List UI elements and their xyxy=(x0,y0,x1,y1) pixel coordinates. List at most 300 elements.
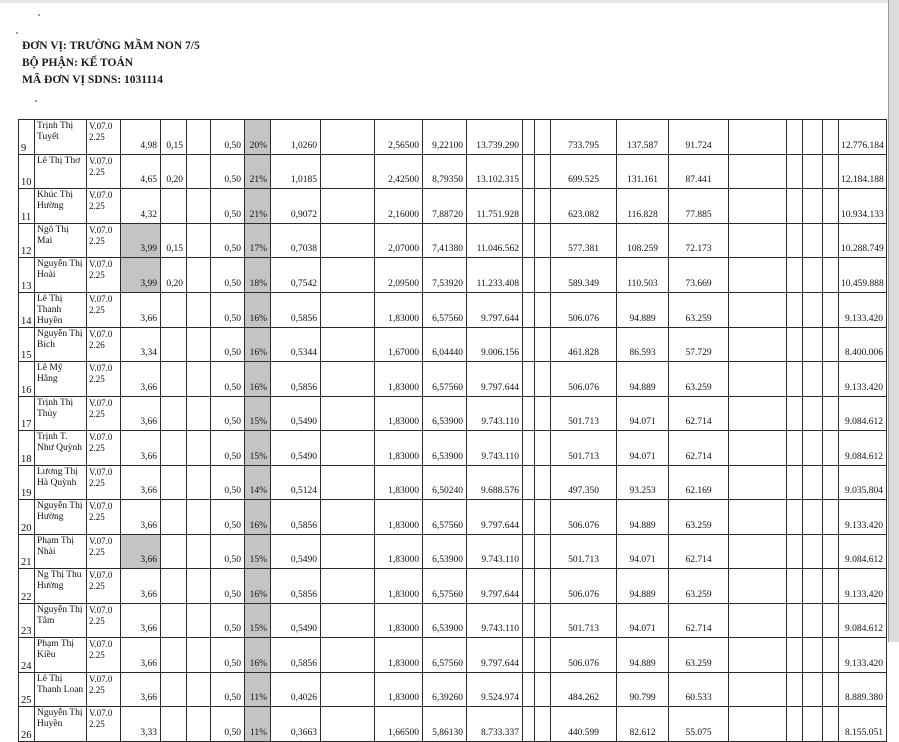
net-amount-cell: 9.084.612 xyxy=(839,396,887,431)
seniority-percent-cell: 14% xyxy=(245,465,271,500)
table-row xyxy=(19,154,887,189)
empty-cell xyxy=(787,292,803,327)
seniority-percent-cell: 21% xyxy=(245,154,271,189)
preferential-allowance-cell: 1,83000 xyxy=(375,603,423,638)
empty-cell xyxy=(187,465,211,500)
health-insurance-cell: 137.587 xyxy=(617,120,669,155)
responsibility-allowance-cell: 0,50 xyxy=(211,362,245,397)
rank-code-cell: V.07.0 2.25 xyxy=(87,154,121,189)
allowance-coefficient-cell xyxy=(161,292,187,327)
salary-coefficient-cell: 3,34 xyxy=(121,327,161,362)
empty-cell xyxy=(535,534,551,569)
social-insurance-cell: 506.076 xyxy=(551,638,617,673)
unemployment-insurance-cell: 77.885 xyxy=(669,189,729,224)
table-row xyxy=(19,707,887,742)
empty-cell xyxy=(523,603,535,638)
social-insurance-cell: 484.262 xyxy=(551,672,617,707)
seniority-percent-cell: 20% xyxy=(245,120,271,155)
social-insurance-cell: 501.713 xyxy=(551,396,617,431)
net-amount-cell: 8.155.051 xyxy=(839,707,887,742)
seniority-allowance-cell: 0,5856 xyxy=(271,292,321,327)
unemployment-insurance-cell: 62.714 xyxy=(669,603,729,638)
empty-cell xyxy=(803,431,823,466)
table-row xyxy=(19,534,887,569)
allowance-coefficient-cell xyxy=(161,569,187,604)
empty-cell xyxy=(523,120,535,155)
net-amount-cell: 8.400.006 xyxy=(839,327,887,362)
empty-cell xyxy=(187,327,211,362)
preferential-allowance-cell: 2,07000 xyxy=(375,223,423,258)
total-amount-cell: 11.233.408 xyxy=(467,258,523,293)
net-amount-cell: 9.133.420 xyxy=(839,500,887,535)
social-insurance-cell: 501.713 xyxy=(551,534,617,569)
salary-coefficient-cell: 3,66 xyxy=(121,569,161,604)
employee-name-cell: Nguyễn Thị Bích xyxy=(35,327,87,362)
empty-cell xyxy=(321,465,375,500)
unemployment-insurance-cell: 55.075 xyxy=(669,707,729,742)
responsibility-allowance-cell: 0,50 xyxy=(211,120,245,155)
payroll-table xyxy=(18,119,887,742)
empty-cell xyxy=(523,569,535,604)
seniority-percent-cell: 15% xyxy=(245,603,271,638)
net-amount-cell: 9.084.612 xyxy=(839,534,887,569)
empty-cell xyxy=(823,603,839,638)
rank-code-cell: V.07.0 2.25 xyxy=(87,362,121,397)
salary-coefficient-cell: 3,66 xyxy=(121,672,161,707)
allowance-coefficient-cell: 0,15 xyxy=(161,120,187,155)
net-amount-cell: 9.133.420 xyxy=(839,292,887,327)
row-number-cell: 20 xyxy=(19,500,35,535)
row-number-cell: 23 xyxy=(19,603,35,638)
scan-speck xyxy=(16,32,18,34)
salary-coefficient-cell: 3,66 xyxy=(121,500,161,535)
empty-cell xyxy=(729,362,787,397)
seniority-allowance-cell: 0,5490 xyxy=(271,431,321,466)
empty-cell xyxy=(187,120,211,155)
social-insurance-cell: 506.076 xyxy=(551,569,617,604)
empty-cell xyxy=(535,292,551,327)
rank-code-cell: V.07.0 2.25 xyxy=(87,500,121,535)
empty-cell xyxy=(187,154,211,189)
seniority-percent-cell: 16% xyxy=(245,362,271,397)
rank-code-cell: V.07.0 2.25 xyxy=(87,707,121,742)
health-insurance-cell: 94.889 xyxy=(617,362,669,397)
total-amount-cell: 9.797.644 xyxy=(467,292,523,327)
seniority-percent-cell: 21% xyxy=(245,189,271,224)
empty-cell xyxy=(321,189,375,224)
health-insurance-cell: 94.889 xyxy=(617,292,669,327)
empty-cell xyxy=(787,569,803,604)
total-amount-cell: 9.743.110 xyxy=(467,396,523,431)
seniority-percent-cell: 16% xyxy=(245,292,271,327)
salary-coefficient-cell: 3,66 xyxy=(121,465,161,500)
rank-code-cell: V.07.0 2.25 xyxy=(87,292,121,327)
total-coefficient-cell: 8,79350 xyxy=(423,154,467,189)
table-row xyxy=(19,465,887,500)
empty-cell xyxy=(523,500,535,535)
empty-cell xyxy=(187,569,211,604)
table-row xyxy=(19,396,887,431)
empty-cell xyxy=(729,569,787,604)
net-amount-cell: 10.459.888 xyxy=(839,258,887,293)
empty-cell xyxy=(823,465,839,500)
employee-name-cell: Nguyễn Thị Hoài xyxy=(35,258,87,293)
empty-cell xyxy=(523,362,535,397)
row-number-cell: 9 xyxy=(19,120,35,155)
empty-cell xyxy=(523,638,535,673)
scan-speck xyxy=(38,14,40,16)
seniority-allowance-cell: 0,5124 xyxy=(271,465,321,500)
row-number-cell: 21 xyxy=(19,534,35,569)
empty-cell xyxy=(523,154,535,189)
total-coefficient-cell: 6,57560 xyxy=(423,500,467,535)
empty-cell xyxy=(787,603,803,638)
employee-name-cell: Lê Thị Thơ xyxy=(35,154,87,189)
empty-cell xyxy=(187,534,211,569)
total-amount-cell: 9.797.644 xyxy=(467,638,523,673)
employee-name-cell: Trịnh Thị Thủy xyxy=(35,396,87,431)
total-amount-cell: 9.743.110 xyxy=(467,431,523,466)
scan-speck xyxy=(35,100,37,102)
empty-cell xyxy=(823,569,839,604)
social-insurance-cell: 577.381 xyxy=(551,223,617,258)
seniority-allowance-cell: 0,9072 xyxy=(271,189,321,224)
empty-cell xyxy=(823,534,839,569)
empty-cell xyxy=(321,258,375,293)
total-amount-cell: 9.797.644 xyxy=(467,500,523,535)
seniority-percent-cell: 11% xyxy=(245,707,271,742)
table-row xyxy=(19,223,887,258)
row-number-cell: 16 xyxy=(19,362,35,397)
net-amount-cell: 8.889.380 xyxy=(839,672,887,707)
empty-cell xyxy=(187,223,211,258)
total-coefficient-cell: 6,53900 xyxy=(423,603,467,638)
empty-cell xyxy=(787,500,803,535)
empty-cell xyxy=(729,292,787,327)
table-row xyxy=(19,258,887,293)
empty-cell xyxy=(803,638,823,673)
responsibility-allowance-cell: 0,50 xyxy=(211,569,245,604)
empty-cell xyxy=(321,672,375,707)
table-row xyxy=(19,603,887,638)
table-row xyxy=(19,569,887,604)
empty-cell xyxy=(823,292,839,327)
empty-cell xyxy=(523,292,535,327)
responsibility-allowance-cell: 0,50 xyxy=(211,327,245,362)
preferential-allowance-cell: 1,83000 xyxy=(375,500,423,535)
empty-cell xyxy=(803,672,823,707)
document-header xyxy=(22,38,200,89)
health-insurance-cell: 94.889 xyxy=(617,569,669,604)
unemployment-insurance-cell: 63.259 xyxy=(669,500,729,535)
allowance-coefficient-cell xyxy=(161,672,187,707)
seniority-allowance-cell: 0,5490 xyxy=(271,603,321,638)
total-amount-cell: 9.743.110 xyxy=(467,603,523,638)
total-amount-cell: 9.524.974 xyxy=(467,672,523,707)
total-coefficient-cell: 5,86130 xyxy=(423,707,467,742)
seniority-percent-cell: 15% xyxy=(245,431,271,466)
row-number-cell: 24 xyxy=(19,638,35,673)
social-insurance-cell: 623.082 xyxy=(551,189,617,224)
salary-coefficient-cell: 4,65 xyxy=(121,154,161,189)
empty-cell xyxy=(523,534,535,569)
health-insurance-cell: 93.253 xyxy=(617,465,669,500)
rank-code-cell: V.07.0 2.26 xyxy=(87,327,121,362)
empty-cell xyxy=(787,465,803,500)
empty-cell xyxy=(187,292,211,327)
total-coefficient-cell: 6,57560 xyxy=(423,638,467,673)
scan-right-edge xyxy=(889,0,899,642)
preferential-allowance-cell: 1,67000 xyxy=(375,327,423,362)
empty-cell xyxy=(729,465,787,500)
empty-cell xyxy=(729,672,787,707)
empty-cell xyxy=(187,638,211,673)
empty-cell xyxy=(187,396,211,431)
payroll-table-body xyxy=(19,120,887,742)
row-number-cell: 15 xyxy=(19,327,35,362)
empty-cell xyxy=(803,500,823,535)
net-amount-cell: 12.184.188 xyxy=(839,154,887,189)
row-number-cell: 17 xyxy=(19,396,35,431)
social-insurance-cell: 589.349 xyxy=(551,258,617,293)
rank-code-cell: V.07.0 2.25 xyxy=(87,431,121,466)
employee-name-cell: Lương Thị Hà Quỳnh xyxy=(35,465,87,500)
preferential-allowance-cell: 1,83000 xyxy=(375,534,423,569)
allowance-coefficient-cell xyxy=(161,396,187,431)
empty-cell xyxy=(535,672,551,707)
preferential-allowance-cell: 1,83000 xyxy=(375,362,423,397)
empty-cell xyxy=(321,707,375,742)
salary-coefficient-cell: 3,66 xyxy=(121,396,161,431)
empty-cell xyxy=(187,603,211,638)
empty-cell xyxy=(187,500,211,535)
responsibility-allowance-cell: 0,50 xyxy=(211,465,245,500)
empty-cell xyxy=(803,258,823,293)
empty-cell xyxy=(823,223,839,258)
net-amount-cell: 10.934.133 xyxy=(839,189,887,224)
budget-unit-code: MÃ ĐƠN VỊ SDNS: 1031114 xyxy=(22,74,163,86)
department-name: BỘ PHẬN: KẾ TOÁN xyxy=(22,57,134,69)
salary-coefficient-cell: 4,32 xyxy=(121,189,161,224)
health-insurance-cell: 94.071 xyxy=(617,431,669,466)
empty-cell xyxy=(729,500,787,535)
allowance-coefficient-cell xyxy=(161,638,187,673)
allowance-coefficient-cell xyxy=(161,362,187,397)
responsibility-allowance-cell: 0,50 xyxy=(211,672,245,707)
employee-name-cell: Trịnh Thị Tuyết xyxy=(35,120,87,155)
preferential-allowance-cell: 1,83000 xyxy=(375,638,423,673)
net-amount-cell: 9.084.612 xyxy=(839,603,887,638)
table-row xyxy=(19,672,887,707)
rank-code-cell: V.07.0 2.25 xyxy=(87,223,121,258)
empty-cell xyxy=(823,672,839,707)
allowance-coefficient-cell xyxy=(161,465,187,500)
empty-cell xyxy=(823,638,839,673)
empty-cell xyxy=(803,292,823,327)
employee-name-cell: Nguyễn Thị Huyền xyxy=(35,707,87,742)
unemployment-insurance-cell: 63.259 xyxy=(669,292,729,327)
preferential-allowance-cell: 1,83000 xyxy=(375,431,423,466)
empty-cell xyxy=(535,154,551,189)
responsibility-allowance-cell: 0,50 xyxy=(211,534,245,569)
net-amount-cell: 12.776.184 xyxy=(839,120,887,155)
seniority-allowance-cell: 0,7038 xyxy=(271,223,321,258)
empty-cell xyxy=(823,707,839,742)
empty-cell xyxy=(787,396,803,431)
responsibility-allowance-cell: 0,50 xyxy=(211,431,245,466)
row-number-cell: 25 xyxy=(19,672,35,707)
scan-top-edge xyxy=(0,0,899,3)
net-amount-cell: 10.288.749 xyxy=(839,223,887,258)
employee-name-cell: Ng Thị Thu Hường xyxy=(35,569,87,604)
unemployment-insurance-cell: 73.669 xyxy=(669,258,729,293)
empty-cell xyxy=(823,189,839,224)
social-insurance-cell: 497.350 xyxy=(551,465,617,500)
employee-name-cell: Khúc Thị Hường xyxy=(35,189,87,224)
row-number-cell: 22 xyxy=(19,569,35,604)
seniority-percent-cell: 16% xyxy=(245,569,271,604)
salary-coefficient-cell: 4,98 xyxy=(121,120,161,155)
empty-cell xyxy=(535,223,551,258)
empty-cell xyxy=(729,638,787,673)
empty-cell xyxy=(523,223,535,258)
allowance-coefficient-cell xyxy=(161,431,187,466)
social-insurance-cell: 506.076 xyxy=(551,500,617,535)
empty-cell xyxy=(729,154,787,189)
salary-coefficient-cell: 3,66 xyxy=(121,603,161,638)
empty-cell xyxy=(535,465,551,500)
rank-code-cell: V.07.0 2.25 xyxy=(87,258,121,293)
seniority-percent-cell: 16% xyxy=(245,327,271,362)
empty-cell xyxy=(787,189,803,224)
empty-cell xyxy=(523,672,535,707)
empty-cell xyxy=(803,327,823,362)
responsibility-allowance-cell: 0,50 xyxy=(211,258,245,293)
empty-cell xyxy=(729,120,787,155)
empty-cell xyxy=(187,189,211,224)
empty-cell xyxy=(729,603,787,638)
empty-cell xyxy=(535,500,551,535)
empty-cell xyxy=(787,120,803,155)
empty-cell xyxy=(523,189,535,224)
rank-code-cell: V.07.0 2.25 xyxy=(87,189,121,224)
empty-cell xyxy=(187,258,211,293)
empty-cell xyxy=(523,465,535,500)
row-number-cell: 18 xyxy=(19,431,35,466)
total-amount-cell: 9.797.644 xyxy=(467,362,523,397)
empty-cell xyxy=(823,258,839,293)
preferential-allowance-cell: 1,83000 xyxy=(375,569,423,604)
empty-cell xyxy=(729,431,787,466)
preferential-allowance-cell: 2,42500 xyxy=(375,154,423,189)
empty-cell xyxy=(187,707,211,742)
empty-cell xyxy=(787,534,803,569)
health-insurance-cell: 94.071 xyxy=(617,396,669,431)
empty-cell xyxy=(803,569,823,604)
empty-cell xyxy=(787,672,803,707)
row-number-cell: 14 xyxy=(19,292,35,327)
allowance-coefficient-cell xyxy=(161,707,187,742)
total-coefficient-cell: 6,57560 xyxy=(423,362,467,397)
table-row xyxy=(19,500,887,535)
empty-cell xyxy=(523,431,535,466)
social-insurance-cell: 440.599 xyxy=(551,707,617,742)
salary-coefficient-cell: 3,66 xyxy=(121,292,161,327)
empty-cell xyxy=(535,396,551,431)
rank-code-cell: V.07.0 2.25 xyxy=(87,396,121,431)
seniority-allowance-cell: 0,7542 xyxy=(271,258,321,293)
empty-cell xyxy=(803,154,823,189)
empty-cell xyxy=(535,120,551,155)
row-number-cell: 12 xyxy=(19,223,35,258)
unit-name: ĐƠN VỊ: TRƯỜNG MẦM NON 7/5 xyxy=(22,40,200,52)
net-amount-cell: 9.084.612 xyxy=(839,431,887,466)
preferential-allowance-cell: 1,83000 xyxy=(375,672,423,707)
empty-cell xyxy=(803,465,823,500)
empty-cell xyxy=(535,638,551,673)
health-insurance-cell: 94.071 xyxy=(617,534,669,569)
total-coefficient-cell: 6,50240 xyxy=(423,465,467,500)
preferential-allowance-cell: 1,66500 xyxy=(375,707,423,742)
seniority-allowance-cell: 0,5856 xyxy=(271,362,321,397)
unemployment-insurance-cell: 62.714 xyxy=(669,396,729,431)
unemployment-insurance-cell: 63.259 xyxy=(669,569,729,604)
health-insurance-cell: 108.259 xyxy=(617,223,669,258)
seniority-allowance-cell: 1,0185 xyxy=(271,154,321,189)
social-insurance-cell: 699.525 xyxy=(551,154,617,189)
empty-cell xyxy=(523,258,535,293)
health-insurance-cell: 110.503 xyxy=(617,258,669,293)
empty-cell xyxy=(321,362,375,397)
empty-cell xyxy=(187,431,211,466)
social-insurance-cell: 733.795 xyxy=(551,120,617,155)
preferential-allowance-cell: 2,56500 xyxy=(375,120,423,155)
empty-cell xyxy=(321,431,375,466)
social-insurance-cell: 506.076 xyxy=(551,292,617,327)
seniority-allowance-cell: 1,0260 xyxy=(271,120,321,155)
rank-code-cell: V.07.0 2.25 xyxy=(87,638,121,673)
unemployment-insurance-cell: 87.441 xyxy=(669,154,729,189)
unemployment-insurance-cell: 72.173 xyxy=(669,223,729,258)
employee-name-cell: Lê Thị Thanh Loan xyxy=(35,672,87,707)
total-coefficient-cell: 6,53900 xyxy=(423,431,467,466)
empty-cell xyxy=(535,258,551,293)
empty-cell xyxy=(803,396,823,431)
unemployment-insurance-cell: 63.259 xyxy=(669,638,729,673)
total-coefficient-cell: 6,53900 xyxy=(423,534,467,569)
allowance-coefficient-cell xyxy=(161,603,187,638)
empty-cell xyxy=(803,189,823,224)
health-insurance-cell: 94.889 xyxy=(617,638,669,673)
empty-cell xyxy=(321,327,375,362)
salary-coefficient-cell: 3,99 xyxy=(121,223,161,258)
empty-cell xyxy=(787,154,803,189)
empty-cell xyxy=(823,431,839,466)
total-coefficient-cell: 6,04440 xyxy=(423,327,467,362)
rank-code-cell: V.07.0 2.25 xyxy=(87,569,121,604)
seniority-allowance-cell: 0,3663 xyxy=(271,707,321,742)
total-coefficient-cell: 6,39260 xyxy=(423,672,467,707)
empty-cell xyxy=(787,707,803,742)
preferential-allowance-cell: 2,09500 xyxy=(375,258,423,293)
table-row xyxy=(19,362,887,397)
health-insurance-cell: 90.799 xyxy=(617,672,669,707)
empty-cell xyxy=(535,362,551,397)
row-number-cell: 13 xyxy=(19,258,35,293)
employee-name-cell: Lê Mỹ Hằng xyxy=(35,362,87,397)
total-coefficient-cell: 6,53900 xyxy=(423,396,467,431)
empty-cell xyxy=(823,396,839,431)
